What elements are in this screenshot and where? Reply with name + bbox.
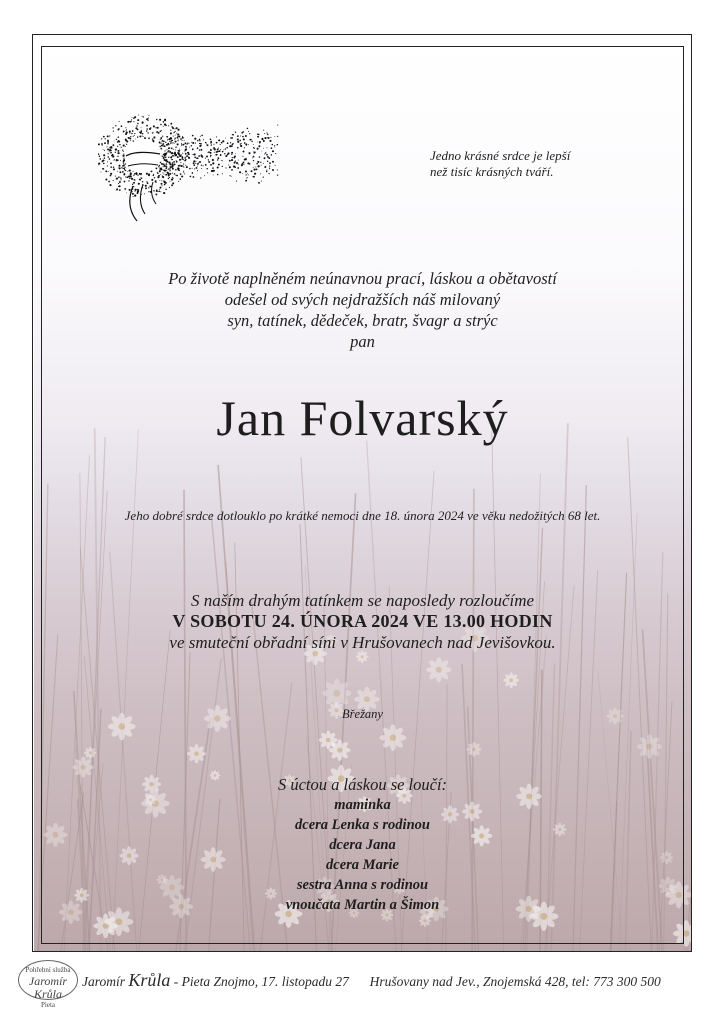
mourner-item: dcera Lenka s rodinou [295,817,430,833]
mourner-item: vnoučata Martin a Šimon [285,897,440,913]
footer-brand-name: Krůla [128,970,171,990]
ceremony-datetime: V SOBOTU 24. ÚNORA 2024 VE 13.00 HODIN [172,611,553,631]
intro-line-2: odešel od svých nejdražších náš milovaný [224,290,501,309]
deceased-name: Jan Folvarský [216,390,509,446]
footer-right-address: Hrušovany nad Jev., Znojemská 428, tel: 773 300 500 [369,974,661,989]
mourner-item: dcera Marie [326,857,399,873]
mourner-item: dcera Jana [329,837,396,853]
mourners-heading: S úctou a láskou se loučí: [277,775,448,794]
ceremony-location: ve smuteční obřadní síni v Hrušovanech nad Jevišovkou. [169,633,556,652]
death-notice: Jeho dobré srdce dotlouklo po krátké nemoci dne 18. února 2024 ve věku nedožitých 68 let. [124,508,601,523]
quote-line-1: Jedno krásné srdce je lepší [430,148,571,163]
mourner-item: sestra Anna s rodinou [296,877,429,893]
intro-paragraph [0,268,725,352]
intro-line-1: Po životě naplněném neúnavnou prací, láskou a obětavostí [168,269,557,288]
footer-brand-first: Jaromír [82,974,125,989]
logo-top-text: Pohřební služba [25,966,71,974]
mourners-section [0,775,725,915]
motto-quote [430,148,640,180]
quote-line-2: než tisíc krásných tváří. [430,164,554,179]
footer-left-address: - Pieta Znojmo, 17. listopadu 27 [173,974,349,989]
logo-main-text: Jaromír Krůla [28,974,68,1001]
funeral-service-logo [18,960,78,1009]
farewell-announcement [0,590,725,653]
intro-line-3: syn, tatínek, dědeček, bratr, švagr a strýc [227,311,498,330]
moon-in-clouds-icon [98,106,288,236]
logo-sub-text: Pieta [41,1001,55,1009]
footer-contact [82,970,722,991]
mourner-item: maminka [334,797,391,813]
farewell-line-1: S naším drahým tatínkem se naposledy rozloučíme [190,591,535,610]
intro-line-4: pan [350,332,375,351]
place-name: Břežany [342,707,383,721]
